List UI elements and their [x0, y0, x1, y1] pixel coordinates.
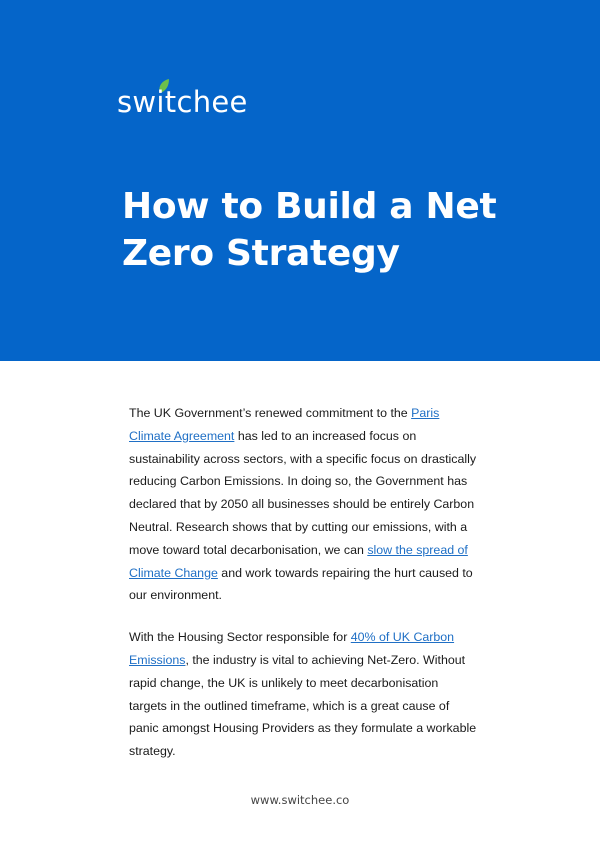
paragraph-1-text-b: has led to an increased focus on sustainability across sectors, with a specific focus on drastically reducing Carbon Emissions. In doing so, the Government has declared that by 2050 all businesses should be entirely Carbon Neutral. Research shows that by cutting our emissions, with a move toward total decarbonisation, we can [129, 428, 477, 557]
paris-climate-agreement-link[interactable]: Paris Climate Agreement [129, 406, 440, 443]
header-banner [0, 0, 600, 361]
article-body [129, 402, 479, 782]
paragraph-2 [129, 626, 479, 763]
paragraph-1-text-a: The UK Government’s renewed commitment to the [129, 406, 412, 420]
paragraph-1 [129, 402, 479, 607]
uk-carbon-emissions-link[interactable]: 40% of UK Carbon Emissions [129, 630, 455, 667]
footer-website: www.switchee.co [250, 793, 350, 807]
paragraph-2-text-a: With the Housing Sector responsible for [129, 630, 351, 645]
page-title: How to Build a Net Zero Strategy [122, 186, 497, 274]
brand-logo: switchee [117, 85, 248, 119]
paragraph-2-text-b: , the industry is vital to achieving Net-Zero. Without rapid change, the UK is unlikely to meet decarbonisation targets in the outlined timeframe, which is a great cause of panic amongst Housing Providers as they formulate a workable strategy. [129, 652, 477, 759]
paragraph-1-text-c: and work towards repairing the hurt caused to our environment. [129, 565, 473, 603]
climate-change-link[interactable]: slow the spread of Climate Change [129, 542, 468, 580]
